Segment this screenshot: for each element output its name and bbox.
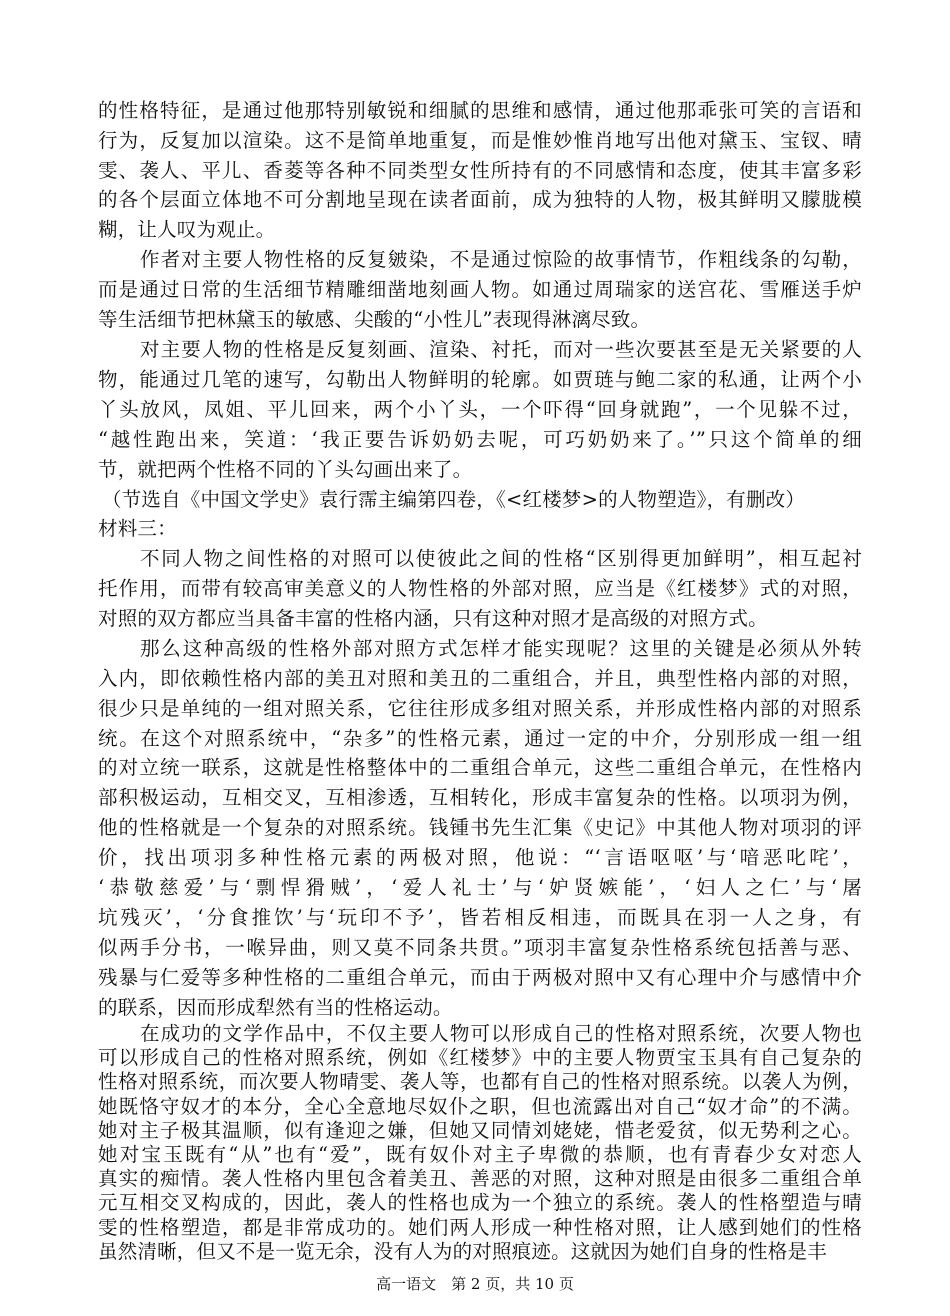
text-line: 的对立统一联系，这就是性格整体中的二重组合单元，这些二重组合单元，在性格内: [98, 756, 862, 779]
text-line: 坑残灭’，‘分食推饮’与‘玩印不予’，皆若相反相违，而既具在羽一人之身，有: [98, 906, 862, 929]
text-line: 部积极运动，互相交叉，互相渗透，互相转化，形成丰富复杂的性格。以项羽为例，: [98, 786, 862, 809]
text-line: 对主要人物的性格是反复刻画、渲染、衬托，而对一些次要甚至是无关紧要的人: [140, 338, 862, 361]
text-line: 托作用，而带有较高审美意义的人物性格的外部对照，应当是《红楼梦》式的对照，: [98, 577, 862, 600]
text-line: 价，找出项羽多种性格元素的两极对照，他说：“‘言语呕呕’与‘喑恶叱咤’，: [98, 846, 862, 869]
text-line: ‘恭敬慈爱’与‘剽悍猾贼’，‘爱人礼士’与‘妒贤嫉能’，‘妇人之仁’与‘屠: [98, 876, 862, 899]
text-line: 节，就把两个性格不同的丫头勾画出来了。: [98, 458, 473, 481]
text-line: 她对宝玉既有“从”也有“爱”，既有奴仆对主子卑微的恭顺，也有青春少女对恋人: [98, 1143, 862, 1166]
text-line: 性格对照系统，而次要人物晴雯、袭人等，也都有自己的性格对照系统。以袭人为例，: [98, 1070, 862, 1094]
text-line: 物，能通过几笔的速写，勾勒出人物鲜明的轮廓。如贾琏与鲍二家的私通，让两个小: [98, 368, 862, 391]
text-line: 而是通过日常的生活细节精雕细凿地刻画人物。如通过周瑞家的送宫花、雪雁送手炉: [98, 278, 862, 301]
text-line: 作者对主要人物性格的反复皴染，不是通过惊险的故事情节，作粗线条的勾勒，: [140, 248, 862, 271]
text-line: 她既恪守奴才的本分，全心全意地尽奴仆之职，但也流露出对自己“奴才命”的不满。: [98, 1094, 862, 1118]
text-line: 不同人物之间性格的对照可以使彼此之间的性格“区别得更加鲜明”，相互起衬: [140, 547, 862, 570]
text-line: 很少只是单纯的一组对照关系，它往往形成多组对照关系，并形成性格内部的对照系: [98, 697, 862, 720]
text-line: 真实的痴情。袭人性格内里包含着美丑、善恶的对照，这种对照是由很多二重组合单: [98, 1167, 862, 1191]
text-line: 残暴与仁爱等多种性格的二重组合单元，而由于两极对照中又有心理中介与感情中介: [98, 966, 862, 989]
text-line: 似两手分书，一喉异曲，则又莫不同条共贯。”项羽丰富复杂性格系统包括善与恶、: [98, 936, 862, 959]
text-line: 统。在这个对照系统中，“杂多”的性格元素，通过一定的中介，分别形成一组一组: [98, 727, 862, 750]
text-line: 他的性格就是一个复杂的对照系统。钱锺书先生汇集《史记》中其他人物对项羽的评: [98, 816, 862, 839]
text-line: 糊，让人叹为观止。: [98, 218, 276, 241]
text-line: 等生活细节把林黛玉的敏感、尖酸的“小性儿”表现得淋漓尽致。: [98, 308, 651, 331]
text-line: 在成功的文学作品中，不仅主要人物可以形成自己的性格对照系统，次要人物也: [140, 1022, 862, 1045]
material-label: 材料三：: [98, 517, 177, 540]
text-line: 对照的双方都应当具备丰富的性格内涵，只有这种对照才是高级的对照方式。: [98, 607, 768, 630]
text-line: 可以形成自己的性格对照系统，例如《红楼梦》中的主要人物贾宝玉具有自己复杂的: [98, 1046, 862, 1070]
text-line: 入内，即依赖性格内部的美丑对照和美丑的二重组合，并且，典型性格内部的对照，: [98, 667, 862, 690]
page-footer: 高一语文 第 2 页，共 10 页: [376, 1275, 574, 1293]
text-line: 雯、袭人、平儿、香菱等各种不同类型女性所持有的不同感情和态度，使其丰富多彩: [98, 159, 862, 182]
text-line: 丫头放风，凤姐、平儿回来，两个小丫头，一个吓得“回身就跑”，一个见躲不过，: [98, 398, 862, 421]
text-line: 雯的性格塑造，都是非常成功的。她们两人形成一种性格对照，让人感到她们的性格: [98, 1215, 862, 1239]
text-line: 元互相交叉构成的，因此，袭人的性格也成为一个独立的系统。袭人的性格塑造与晴: [98, 1191, 862, 1215]
text-line: “越性跑出来，笑道：‘我正要告诉奶奶去呢，可巧奶奶来了。’”只这个简单的细: [98, 428, 862, 451]
text-line: 行为，反复加以渲染。这不是简单地重复，而是惟妙惟肖地写出他对黛玉、宝钗、晴: [98, 129, 862, 152]
source-citation: （节选自《中国文学史》袁行霈主编第四卷，《<红楼梦>的人物塑造》，有删改）: [102, 488, 806, 511]
text-line: 的性格特征，是通过他那特别敏锐和细腻的思维和感情，通过他那乖张可笑的言语和: [98, 99, 862, 122]
text-line: 的联系，因而形成犁然有当的性格运动。: [98, 996, 453, 1019]
text-line: 虽然清晰，但又不是一览无余，没有人为的对照痕迹。这就因为她们自身的性格是丰: [98, 1239, 827, 1263]
text-line: 的各个层面立体地不可分割地呈现在读者面前，成为独特的人物，极其鲜明又朦胧模: [98, 188, 862, 211]
text-line: 她对主子极其温顺，似有逢迎之嫌，但她又同情刘姥姥，惜老爱贫，似无势利之心。: [98, 1118, 862, 1142]
text-line: 那么这种高级的性格外部对照方式怎样才能实现呢？这里的关键是必须从外转: [140, 637, 862, 660]
